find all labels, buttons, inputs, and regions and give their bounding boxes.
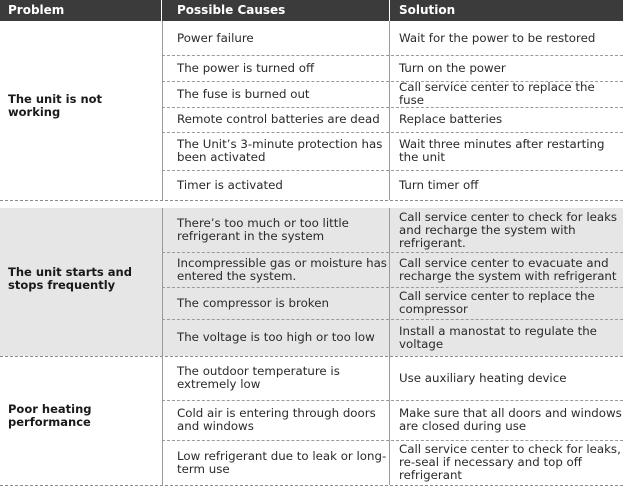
table-row xyxy=(162,21,623,55)
group-divider xyxy=(0,200,623,201)
problem-group xyxy=(0,356,623,485)
solution-cell: Replace batteries xyxy=(399,112,503,126)
table-row xyxy=(162,440,623,485)
solution-cell: Call service center to check for leaks, re-seal if necessary and top off refrigerant xyxy=(399,442,621,482)
table-row xyxy=(162,252,623,287)
cause-cell: The outdoor temperature is extremely low xyxy=(177,364,340,391)
cause-cell: Power failure xyxy=(177,30,254,45)
solution-cell: Wait three minutes after restarting the unit xyxy=(399,137,605,164)
header-divider xyxy=(161,0,162,21)
cause-cell: There’s too much or too little refrigerant in the system xyxy=(177,216,349,243)
solution-cell: Use auxiliary heating device xyxy=(399,370,567,385)
solution-cell: Make sure that all doors and windows are closed during use xyxy=(399,406,622,433)
table-row xyxy=(162,287,623,319)
cause-cell: The voltage is too high or too low xyxy=(177,330,375,344)
cause-cell: Cold air is entering through doors and windows xyxy=(177,406,376,433)
header-divider xyxy=(389,0,390,21)
problem-group xyxy=(0,208,623,356)
problem-label: Poor heating performance xyxy=(8,402,92,429)
header-problem: Problem xyxy=(8,3,65,17)
solution-cell: Call service center to check for leaks and recharge the system with refrigerant. xyxy=(399,209,618,250)
solution-cell: Call service center to evacuate and recharge the system with refrigerant xyxy=(399,255,617,283)
cause-cell: Incompressible gas or moisture has entered the system. xyxy=(177,255,387,283)
cause-solution-grid xyxy=(162,208,623,356)
problem-label: The unit starts and stops frequently xyxy=(8,265,132,292)
header-causes: Possible Causes xyxy=(177,3,286,17)
cause-cell: The fuse is burned out xyxy=(177,86,310,101)
solution-cell: Call service center to replace the fuse xyxy=(399,80,595,107)
cause-cell: The Unit’s 3-minute protection has been activated xyxy=(177,137,383,164)
table-row xyxy=(162,55,623,81)
table-row xyxy=(162,400,623,440)
solution-cell: Install a manostat to regulate the voltage xyxy=(399,323,597,351)
solution-cell: Wait for the power to be restored xyxy=(399,30,596,45)
table-row xyxy=(162,107,623,132)
table-header xyxy=(0,0,623,21)
table-row xyxy=(162,170,623,200)
table-row xyxy=(162,208,623,252)
cause-cell: The power is turned off xyxy=(177,60,315,75)
solution-cell: Turn on the power xyxy=(399,60,506,75)
cause-cell: Remote control batteries are dead xyxy=(177,112,380,126)
solution-cell: Turn timer off xyxy=(399,177,479,192)
table-row xyxy=(162,319,623,356)
cause-cell: Low refrigerant due to leak or long-term use xyxy=(177,448,387,476)
solution-cell: Call service center to replace the compressor xyxy=(399,289,595,316)
cause-cell: The compressor is broken xyxy=(177,295,329,310)
cause-cell: Timer is activated xyxy=(177,177,283,192)
table-row xyxy=(162,356,623,400)
table-row xyxy=(162,132,623,170)
cause-solution-grid xyxy=(162,21,623,200)
table-row xyxy=(162,81,623,107)
problem-group xyxy=(0,21,623,200)
problem-label: The unit is not working xyxy=(8,92,103,119)
cause-solution-grid xyxy=(162,356,623,485)
header-solution: Solution xyxy=(399,3,456,17)
